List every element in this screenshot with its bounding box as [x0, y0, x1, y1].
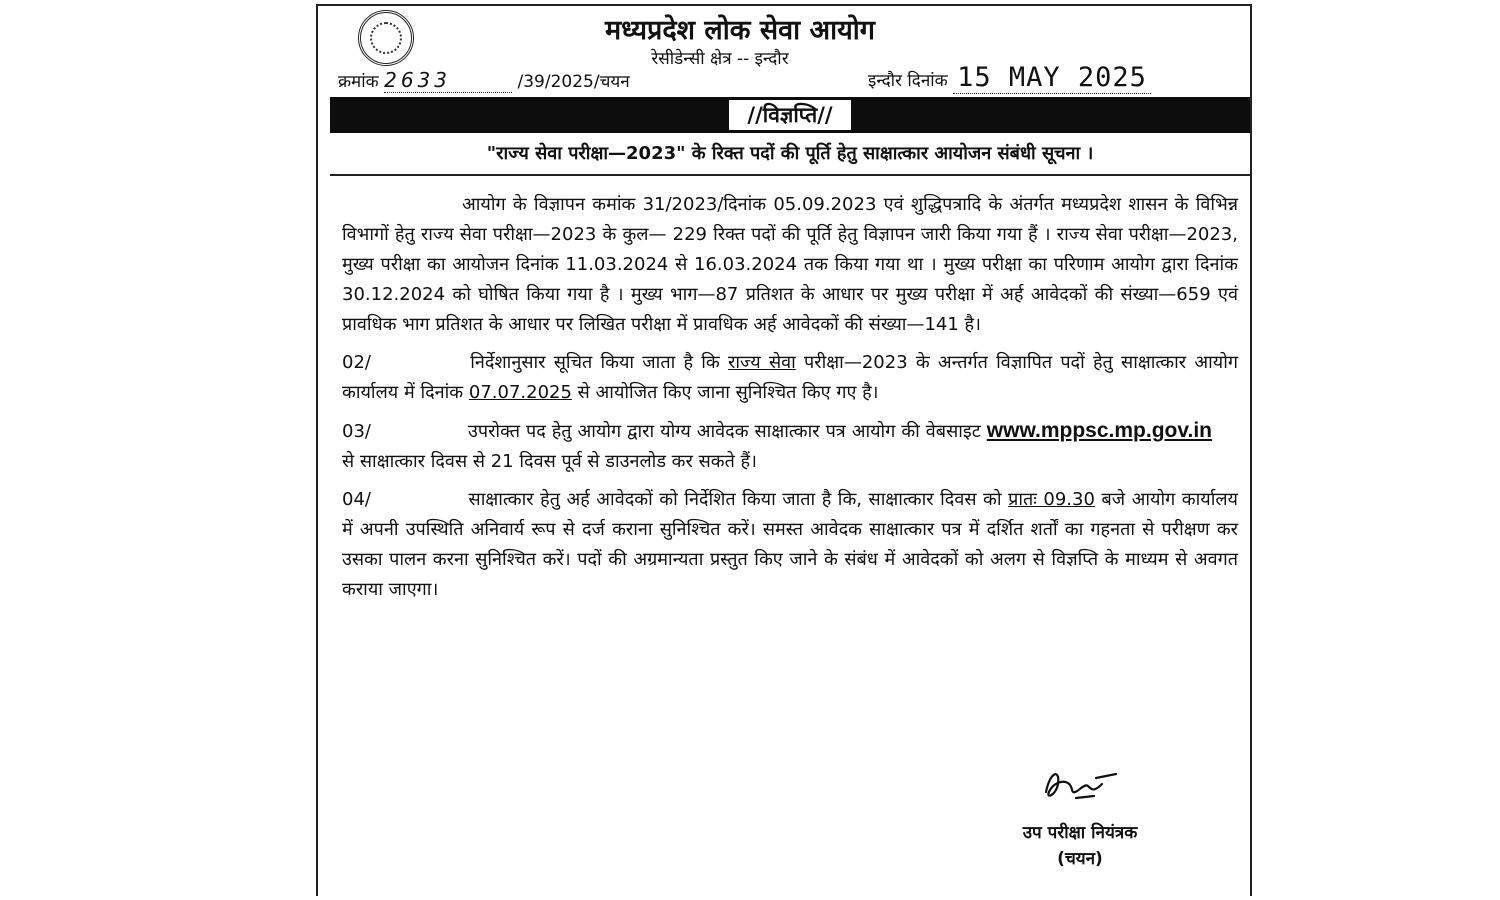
interview-date: 07.07.2025 [468, 382, 572, 403]
underlined-text: राज्य सेवा [727, 352, 796, 373]
paragraph-text: साक्षात्कार हेतु अर्ह आवेदकों को निर्देशित किया जाता है कि, साक्षात्कार दिवस को [468, 489, 1002, 510]
org-name: मध्यप्रदेश लोक सेवा आयोग [605, 15, 875, 46]
ref-suffix: /39/2025/चयन [517, 72, 630, 92]
paragraph-text: उपरोक्त पद हेतु आयोग द्वारा योग्य आवेदक साक्षात्कार पत्र आयोग की वेबसाइट [467, 421, 981, 442]
date-label: इन्दौर दिनांक [868, 71, 948, 91]
ref-number: 2633 [384, 68, 512, 93]
reference-number [338, 68, 630, 93]
ref-label: क्रमांक [338, 72, 379, 92]
paragraph-text: से आयोजित किए जाना सुनिश्चित किए गए है। [577, 382, 879, 403]
website-link[interactable]: www.mppsc.mp.gov.in [986, 419, 1212, 442]
paragraph-text: परीक्षा—2023 के अन्तर्गत विज्ञापित पदों हेतु साक्षात्कार आयोग कार्यालय में दिनांक [342, 352, 1238, 403]
paragraph-text: निर्देशानुसार सूचित किया जाता है कि [470, 352, 720, 373]
paragraph-2 [342, 348, 1238, 408]
org-address: रेसीडेन्सी क्षेत्र -- इन्दौर [651, 49, 789, 69]
notice-title: "राज्य सेवा परीक्षा—2023" के रिक्त पदों की पूर्ति हेतु साक्षात्कार आयोजन संबंधी सूचना । [330, 136, 1250, 176]
notice-banner [330, 97, 1250, 133]
paragraph-number: 03/ [342, 421, 371, 442]
signatory-block [980, 820, 1180, 872]
paragraph-number: 04/ [342, 489, 371, 510]
notice-body [342, 190, 1238, 613]
signatory-department: (चयन) [1057, 849, 1103, 869]
paragraph-4 [342, 485, 1238, 605]
paragraph-1: आयोग के विज्ञापन कमांक 31/2023/दिनांक 05.09.2023 एवं शुद्धिपत्रादि के अंतर्गत मध्यप्रदेश शासन के विभिन्न विभागों हेतु राज्य सेवा परीक्षा—2023 के कुल— 229 रिक्त पदों की पूर्ति हेतु विज्ञापन जारी किया गया हैं । राज्य सेवा परीक्षा—2023, मुख्य परीक्षा का आयोजन दिनांक 11.03.2024 से 16.03.2024 तक किया गया था । मुख्य परीक्षा का परिणाम आयोग द्वारा दिनांक 30.12.2024 को घोषित किया गया है । मुख्य भाग—87 प्रतिशत के आधार पर मुख्य परीक्षा में अर्ह आवेदकों की संख्या—659 एवं प्रावधिक भाग प्रतिशत के आधार पर लिखित परीक्षा में प्रावधिक अर्ह आवेदकों की संख्या—141 है। [342, 194, 1238, 335]
paragraph-text: से साक्षात्कार दिवस से 21 दिवस पूर्व से डाउनलोड कर सकते हैं। [342, 451, 757, 472]
paragraph-text: बजे आयोग कार्यालय में अपनी उपस्थिति अनिवार्य रूप से दर्ज कराना सुनिश्चित करें। समस्त आवेदक साक्षात्कार पत्र में दर्शित शर्तों का गहनता से परीक्षण कर उसका पालन करना सुनिश्चित करें। पदों की अग्रमान्यता प्रस्तुत किए जाने के संबंध में आवेदकों को अलग से विज्ञप्ति के माध्यम से अवगत कराया जाएगा। [342, 489, 1238, 600]
banner-label: //विज्ञप्ति// [729, 100, 850, 130]
signatory-designation: उप परीक्षा नियंत्रक [1022, 823, 1138, 843]
paragraph-3 [342, 416, 1238, 477]
signature-mark [1036, 762, 1126, 810]
paragraph-number: 02/ [342, 352, 371, 373]
date-stamp: 15 MAY 2025 [953, 62, 1151, 94]
issue-date [868, 62, 1151, 93]
commission-seal-icon [358, 10, 414, 66]
reporting-time: प्रातः 09.30 [1008, 489, 1095, 510]
